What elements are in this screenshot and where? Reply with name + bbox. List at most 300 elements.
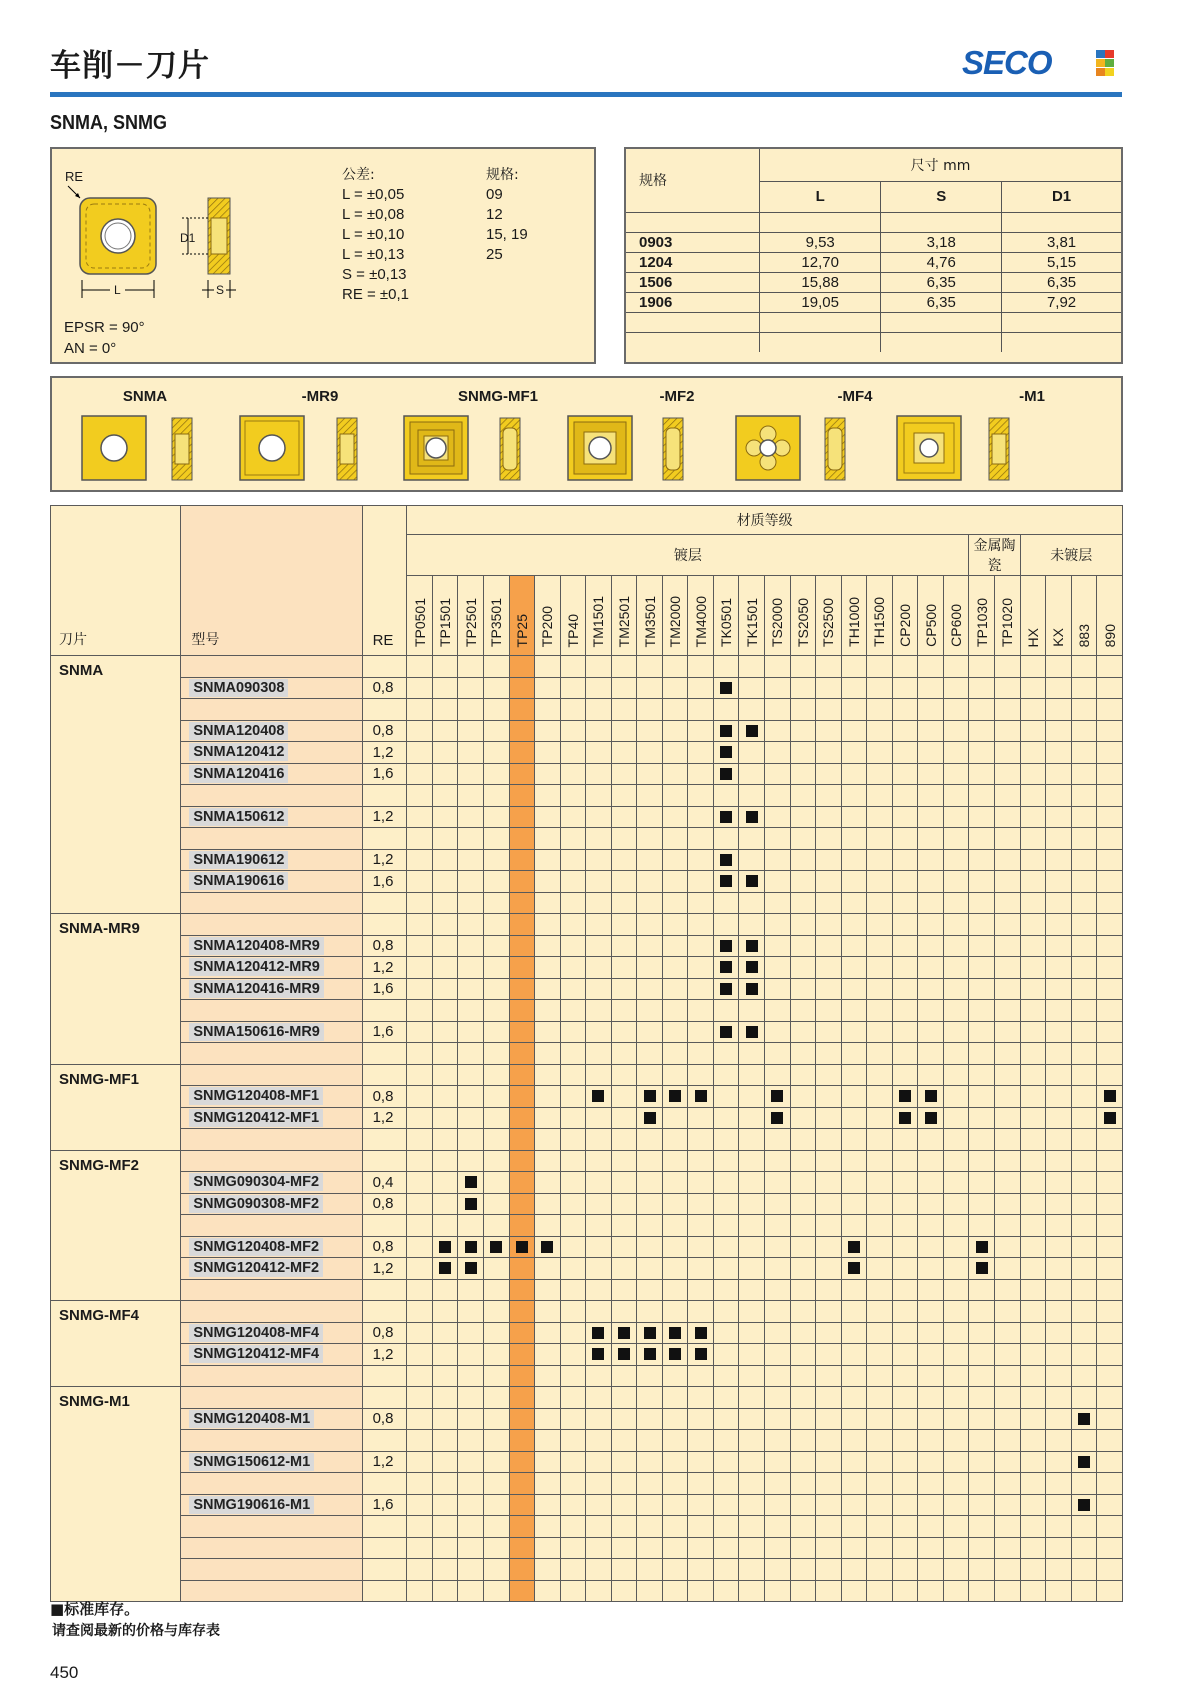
grade-cell <box>662 1301 688 1323</box>
grade-cell <box>841 1387 867 1409</box>
grade-cell <box>637 699 663 721</box>
grade-header-th1000 <box>841 576 867 656</box>
grade-cell <box>918 1322 944 1344</box>
grade-cell <box>765 1043 791 1065</box>
grade-cell <box>1020 1021 1046 1043</box>
grade-cell <box>458 828 484 850</box>
grade-cell <box>432 1559 458 1581</box>
re-value: 1,2 <box>362 849 407 871</box>
grade-cell <box>1020 1043 1046 1065</box>
grade-cell <box>765 871 791 893</box>
grade-cell <box>688 957 714 979</box>
grade-cell <box>969 1236 995 1258</box>
grade-cell <box>867 1172 893 1194</box>
grade-cell <box>943 1150 969 1172</box>
grade-cell <box>765 742 791 764</box>
grade-cell <box>1046 1000 1072 1022</box>
grade-cell <box>509 1408 535 1430</box>
grade-cell <box>1071 1086 1097 1108</box>
grade-cell <box>535 1580 561 1602</box>
grade-cell <box>994 871 1020 893</box>
grade-cell <box>458 1301 484 1323</box>
grade-cell <box>918 1301 944 1323</box>
logo-mark-icon <box>1096 50 1114 76</box>
grade-cell <box>1046 914 1072 936</box>
spec-header: 规格: <box>486 167 519 183</box>
grade-name: TH1000 <box>845 597 862 647</box>
grade-name: TP2501 <box>462 597 479 647</box>
grade-cell <box>484 1408 510 1430</box>
grade-cell <box>918 914 944 936</box>
grade-cell <box>1046 763 1072 785</box>
grade-cell <box>713 1086 739 1108</box>
grade-cell <box>739 1172 765 1194</box>
grade-cell <box>560 763 586 785</box>
grade-cell <box>867 957 893 979</box>
grade-cell <box>841 1215 867 1237</box>
grade-cell <box>943 1172 969 1194</box>
grade-cell <box>867 1516 893 1538</box>
grade-cell <box>892 1086 918 1108</box>
grade-cell <box>969 1494 995 1516</box>
grade-cell <box>509 935 535 957</box>
grade-cell <box>509 1150 535 1172</box>
grade-cell <box>637 892 663 914</box>
grade-cell <box>739 1430 765 1452</box>
grade-cell <box>892 656 918 678</box>
grade-cell <box>943 1107 969 1129</box>
grade-cell <box>611 1516 637 1538</box>
model-cell <box>181 1129 362 1151</box>
grade-cell <box>765 720 791 742</box>
grade-cell <box>994 1537 1020 1559</box>
grade-cell <box>484 1279 510 1301</box>
grade-cell <box>739 978 765 1000</box>
grade-cell <box>892 1236 918 1258</box>
grade-cell <box>484 1236 510 1258</box>
grade-cell <box>969 1580 995 1602</box>
grade-cell <box>1071 763 1097 785</box>
grade-cell <box>688 1086 714 1108</box>
grade-cell <box>969 742 995 764</box>
grade-cell <box>765 1301 791 1323</box>
grade-cell <box>688 1580 714 1602</box>
stock-mark-icon <box>516 1241 528 1253</box>
grade-cell <box>611 1129 637 1151</box>
grade-cell <box>611 1365 637 1387</box>
grade-cell <box>662 957 688 979</box>
grade-cell <box>688 763 714 785</box>
grade-cell <box>407 978 433 1000</box>
stock-mark-icon <box>669 1090 681 1102</box>
grade-cell <box>484 1365 510 1387</box>
grade-cell <box>1071 1344 1097 1366</box>
grade-cell <box>560 957 586 979</box>
grade-cell <box>816 720 842 742</box>
table-row-blank <box>51 1215 1123 1237</box>
grade-cell <box>867 1129 893 1151</box>
grade-name: TM2501 <box>616 595 633 647</box>
grade-cell <box>790 763 816 785</box>
grade-cell <box>867 1236 893 1258</box>
grade-cell <box>586 1258 612 1280</box>
table-row-blank <box>51 1365 1123 1387</box>
grade-cell <box>969 1451 995 1473</box>
grade-cell <box>918 1064 944 1086</box>
grade-cell <box>841 935 867 957</box>
grade-cell <box>509 1344 535 1366</box>
grade-cell <box>1097 1193 1123 1215</box>
grade-cell <box>969 1129 995 1151</box>
grade-cell <box>662 849 688 871</box>
grade-cell <box>560 849 586 871</box>
grade-cell <box>407 1129 433 1151</box>
re-value: 1,2 <box>362 1344 407 1366</box>
grade-cell <box>407 1559 433 1581</box>
table-row <box>51 1193 1123 1215</box>
re-value: 1,6 <box>362 1021 407 1043</box>
dim-blank-row <box>626 332 1121 352</box>
grade-name: TM1501 <box>590 595 607 647</box>
grade-cell <box>892 1408 918 1430</box>
grade-cell <box>1071 1473 1097 1495</box>
grade-cell <box>1046 1086 1072 1108</box>
grade-cell <box>586 1387 612 1409</box>
table-row <box>51 1408 1123 1430</box>
grade-cell <box>867 1000 893 1022</box>
grade-cell <box>1097 1365 1123 1387</box>
grade-cell <box>765 1365 791 1387</box>
grade-cell <box>662 785 688 807</box>
grade-cell <box>688 1494 714 1516</box>
grade-cell <box>1046 806 1072 828</box>
grade-cell <box>1071 871 1097 893</box>
grade-cell <box>892 978 918 1000</box>
grade-cell <box>1020 828 1046 850</box>
grade-cell <box>1046 1322 1072 1344</box>
grade-cell <box>662 677 688 699</box>
grade-cell <box>535 1537 561 1559</box>
grade-cell <box>969 1344 995 1366</box>
grade-cell <box>841 957 867 979</box>
grade-cell <box>943 699 969 721</box>
grade-cell <box>713 1172 739 1194</box>
grade-cell <box>1020 1215 1046 1237</box>
grade-cell <box>892 720 918 742</box>
grade-cell <box>1097 957 1123 979</box>
dim-l: 9,53 <box>760 232 881 252</box>
grade-cell <box>1097 1344 1123 1366</box>
model-cell <box>181 1043 362 1065</box>
grade-cell <box>688 935 714 957</box>
grade-cell <box>1046 742 1072 764</box>
grade-cell <box>841 1494 867 1516</box>
grade-cell <box>892 1344 918 1366</box>
grade-cell <box>892 1430 918 1452</box>
grade-cell <box>586 677 612 699</box>
tolerance-row <box>342 286 582 306</box>
grade-cell <box>713 1021 739 1043</box>
grade-cell <box>509 1559 535 1581</box>
table-row <box>51 742 1123 764</box>
l-label: L <box>110 283 125 297</box>
grade-cell <box>1020 1516 1046 1538</box>
grade-cell <box>611 1086 637 1108</box>
grade-cell <box>994 1236 1020 1258</box>
grade-cell <box>1046 699 1072 721</box>
grade-cell <box>1046 1236 1072 1258</box>
grade-cell <box>458 720 484 742</box>
grade-cell <box>969 1064 995 1086</box>
grade-cell <box>535 871 561 893</box>
grade-cell <box>1071 1215 1097 1237</box>
grade-cell <box>637 677 663 699</box>
dim-s: 6,35 <box>881 292 1002 312</box>
grade-cell <box>994 935 1020 957</box>
grade-cell <box>867 1301 893 1323</box>
dimensions-panel <box>624 147 1123 364</box>
grade-cell <box>713 1322 739 1344</box>
grade-cell <box>841 1107 867 1129</box>
grade-cell <box>586 1150 612 1172</box>
grade-cell <box>790 1215 816 1237</box>
grade-cell <box>943 1021 969 1043</box>
grade-cell <box>918 742 944 764</box>
grade-cell <box>790 1086 816 1108</box>
grade-header-890 <box>1097 576 1123 656</box>
grade-cell <box>432 1258 458 1280</box>
grade-cell <box>509 1236 535 1258</box>
table-row <box>51 1107 1123 1129</box>
grade-cell <box>765 1193 791 1215</box>
grade-cell <box>432 1430 458 1452</box>
stock-mark-icon <box>720 875 732 887</box>
grade-cell <box>407 1000 433 1022</box>
grade-cell <box>560 677 586 699</box>
grade-cell <box>662 1043 688 1065</box>
grade-cell <box>688 1215 714 1237</box>
grade-cell <box>867 720 893 742</box>
group-cermet: 金属陶瓷 <box>969 535 1020 576</box>
grade-cell <box>586 892 612 914</box>
grade-cell <box>662 806 688 828</box>
grade-cell <box>790 828 816 850</box>
grade-cell <box>994 1580 1020 1602</box>
grade-cell <box>586 1408 612 1430</box>
stock-mark-icon <box>771 1112 783 1124</box>
grade-cell <box>662 1064 688 1086</box>
grade-name: TP200 <box>539 605 556 647</box>
grade-cell <box>662 1000 688 1022</box>
grade-cell <box>943 1064 969 1086</box>
grade-cell <box>765 677 791 699</box>
stock-mark-icon <box>695 1327 707 1339</box>
grade-cell <box>994 914 1020 936</box>
grade-cell <box>739 914 765 936</box>
grade-cell <box>1097 978 1123 1000</box>
grade-cell <box>535 849 561 871</box>
grade-cell <box>943 914 969 936</box>
grade-cell <box>560 1150 586 1172</box>
grade-cell <box>432 1086 458 1108</box>
grade-cell <box>1046 720 1072 742</box>
grade-cell <box>969 1043 995 1065</box>
table-row <box>51 1494 1123 1516</box>
grade-cell <box>918 1537 944 1559</box>
grade-cell <box>611 1322 637 1344</box>
model-code: SNMA120408 <box>189 722 288 740</box>
grade-cell <box>739 1559 765 1581</box>
grade-cell <box>688 828 714 850</box>
grade-cell <box>509 742 535 764</box>
grade-cell <box>816 1301 842 1323</box>
model-cell <box>181 1236 362 1258</box>
grade-header-tp2501 <box>458 576 484 656</box>
grade-cell <box>1097 892 1123 914</box>
grade-cell <box>611 1064 637 1086</box>
grade-cell <box>662 763 688 785</box>
grade-cell <box>765 656 791 678</box>
re-value: 1,2 <box>362 742 407 764</box>
grade-cell <box>407 914 433 936</box>
model-code: SNMA120412-MR9 <box>189 958 324 976</box>
grade-cell <box>867 1193 893 1215</box>
grade-cell <box>458 785 484 807</box>
grade-cell <box>994 1279 1020 1301</box>
grade-cell <box>560 1494 586 1516</box>
model-code: SNMA120412 <box>189 743 288 761</box>
grade-header-tm3501 <box>637 576 663 656</box>
model-cell <box>181 1344 362 1366</box>
grade-cell <box>713 1258 739 1280</box>
grade-cell <box>943 1430 969 1452</box>
grade-cell <box>892 1021 918 1043</box>
grade-cell <box>560 1301 586 1323</box>
grade-cell <box>943 871 969 893</box>
table-row-blank <box>51 1559 1123 1581</box>
grade-cell <box>509 1387 535 1409</box>
grade-cell <box>688 1150 714 1172</box>
table-row <box>51 1344 1123 1366</box>
dim-spec: 1906 <box>626 292 760 312</box>
grade-cell <box>560 1408 586 1430</box>
grade-cell <box>1046 1451 1072 1473</box>
grade-cell <box>1020 806 1046 828</box>
grade-cell <box>535 1279 561 1301</box>
grade-cell <box>535 935 561 957</box>
grade-cell <box>994 1021 1020 1043</box>
grade-cell <box>1071 935 1097 957</box>
grade-cell <box>637 1129 663 1151</box>
grade-cell <box>790 699 816 721</box>
table-row-blank <box>51 1279 1123 1301</box>
grade-cell <box>841 914 867 936</box>
dim-d1: 6,35 <box>1002 272 1121 292</box>
stock-mark-icon <box>541 1241 553 1253</box>
stock-legend: ■标准库存。 <box>50 1600 140 1618</box>
grade-cell <box>994 806 1020 828</box>
grade-cell <box>994 849 1020 871</box>
grade-cell <box>892 1129 918 1151</box>
grade-cell <box>1071 806 1097 828</box>
grade-cell <box>943 1559 969 1581</box>
grade-cell <box>867 742 893 764</box>
grade-cell <box>509 1215 535 1237</box>
grade-header-tm1501 <box>586 576 612 656</box>
grade-cell <box>994 828 1020 850</box>
header-rule <box>50 92 1122 97</box>
model-cell <box>181 699 362 721</box>
grade-cell <box>816 1344 842 1366</box>
grade-cell <box>509 656 535 678</box>
grade-cell <box>637 935 663 957</box>
stock-mark-icon <box>746 961 758 973</box>
grade-cell <box>867 1494 893 1516</box>
grade-cell <box>713 656 739 678</box>
model-code: SNMG120408-MF2 <box>189 1238 323 1256</box>
grade-cell <box>1046 849 1072 871</box>
grade-cell <box>790 806 816 828</box>
model-code: SNMG090308-MF2 <box>189 1195 323 1213</box>
grade-cell <box>739 1086 765 1108</box>
grade-cell <box>662 1172 688 1194</box>
re-value: 0,8 <box>362 1086 407 1108</box>
grade-cell <box>969 1516 995 1538</box>
grade-cell <box>816 742 842 764</box>
grade-cell <box>458 1322 484 1344</box>
grade-cell <box>586 1215 612 1237</box>
grade-cell <box>713 978 739 1000</box>
grade-cell <box>816 1215 842 1237</box>
grade-cell <box>586 1516 612 1538</box>
grade-cell <box>765 1064 791 1086</box>
grade-cell <box>509 1000 535 1022</box>
grade-cell <box>1020 1107 1046 1129</box>
grade-cell <box>637 1064 663 1086</box>
stock-mark-icon <box>746 875 758 887</box>
grade-cell <box>790 1236 816 1258</box>
grade-cell <box>918 677 944 699</box>
dim-spec: 1204 <box>626 252 760 272</box>
grade-cell <box>458 849 484 871</box>
stock-mark-icon <box>925 1112 937 1124</box>
grade-cell <box>1097 1322 1123 1344</box>
grade-cell <box>841 1516 867 1538</box>
grade-cell <box>765 1279 791 1301</box>
grade-cell <box>432 1150 458 1172</box>
grade-cell <box>611 1043 637 1065</box>
grade-cell <box>586 1559 612 1581</box>
grade-cell <box>458 1086 484 1108</box>
grade-cell <box>560 1473 586 1495</box>
grade-cell <box>1097 1129 1123 1151</box>
grade-cell <box>816 1387 842 1409</box>
dim-spec: 1506 <box>626 272 760 292</box>
grade-cell <box>918 1516 944 1538</box>
grade-cell <box>535 892 561 914</box>
dim-blank-row <box>626 212 1121 232</box>
grade-cell <box>892 1451 918 1473</box>
grade-cell <box>816 806 842 828</box>
dim-s: 4,76 <box>881 252 1002 272</box>
grade-cell <box>586 1107 612 1129</box>
grade-cell <box>458 1494 484 1516</box>
re-value: 1,6 <box>362 978 407 1000</box>
grade-cell <box>407 1580 433 1602</box>
model-code: SNMG120408-MF1 <box>189 1087 323 1105</box>
grade-cell <box>407 1236 433 1258</box>
grade-cell <box>432 1451 458 1473</box>
